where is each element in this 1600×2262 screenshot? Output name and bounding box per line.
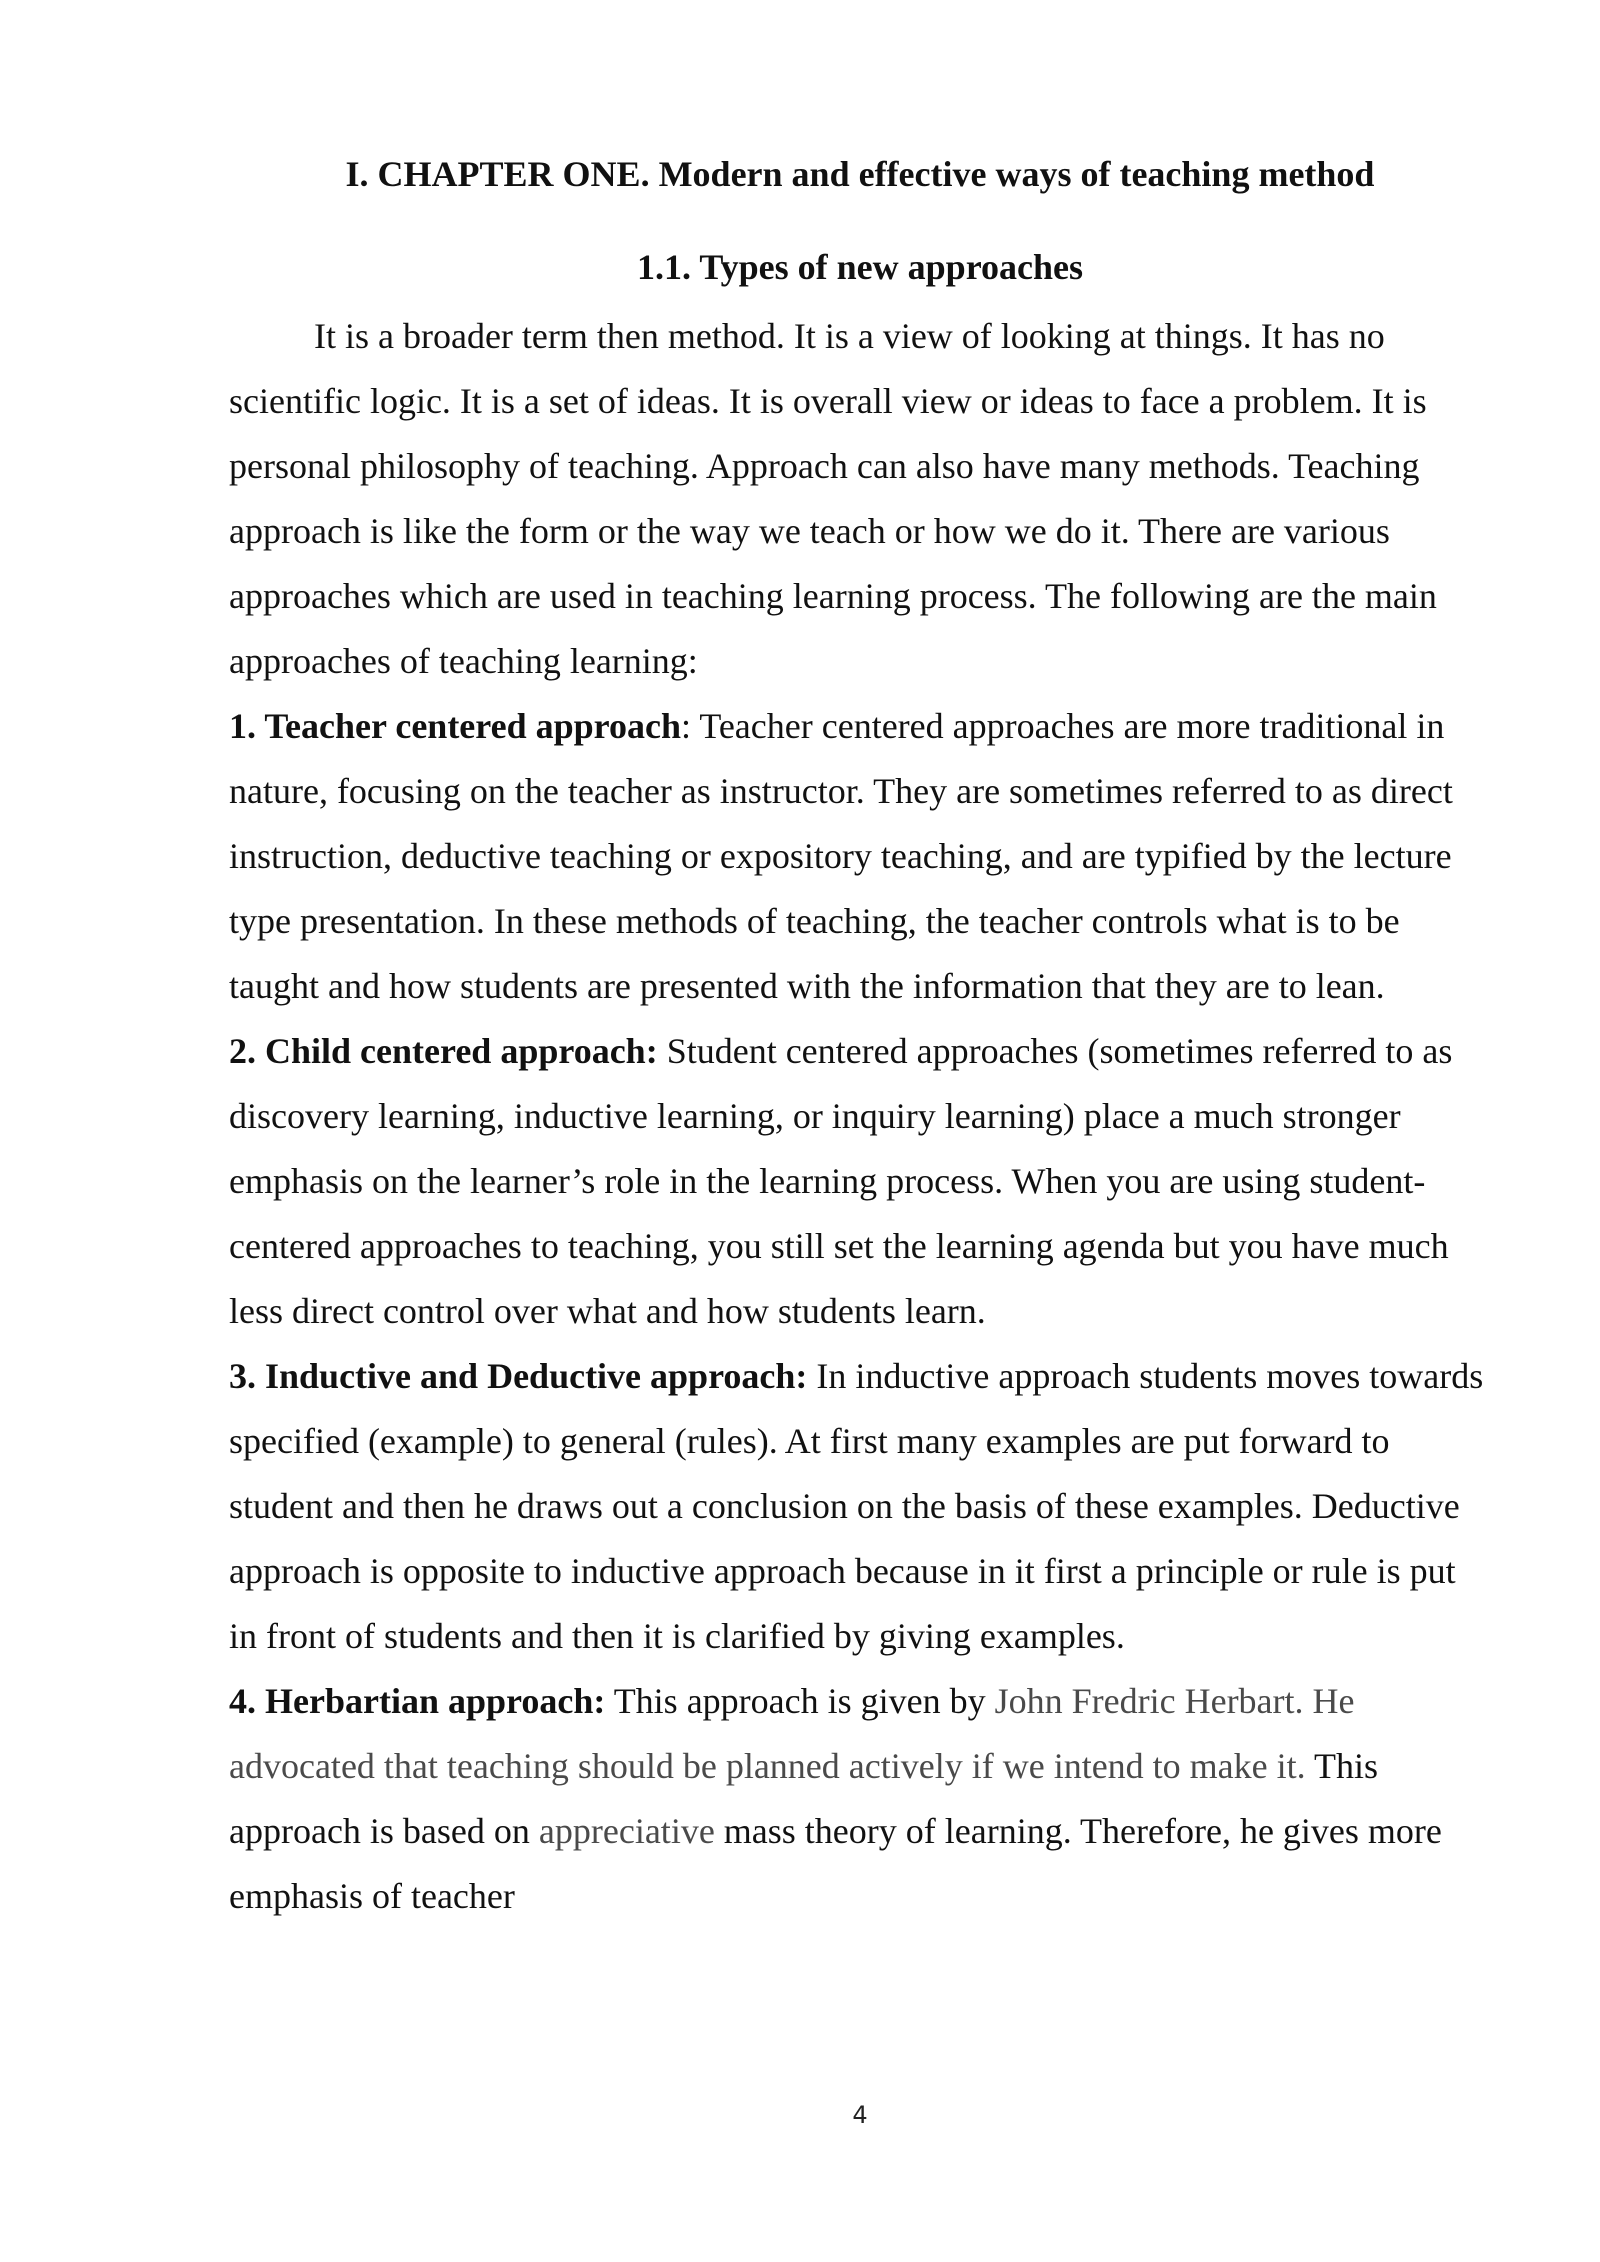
section-title: 1.1. Types of new approaches bbox=[636, 247, 1084, 287]
approach-paragraph-child-centered bbox=[229, 1019, 1491, 1344]
body-text bbox=[229, 304, 1491, 1929]
page-number: 4 bbox=[852, 2101, 868, 2129]
approach-paragraph-herbartian bbox=[229, 1669, 1491, 1929]
approach-label: 2. Child centered approach: bbox=[229, 1031, 658, 1071]
approach-text: This approach is based on bbox=[229, 1746, 1379, 1851]
approach-text: : Teacher centered approaches are more traditional in nature, focusing on the teacher as instructor. They are sometimes referred to as direct instruction, deductive teaching or expository teaching, and are typified by the lecture type presentation. In these methods of teaching, the teacher controls what is to be taught and how students are presented with the information that they are to lean. bbox=[229, 706, 1453, 1006]
chapter-title: I. CHAPTER ONE. Modern and effective ways of teaching method bbox=[345, 154, 1375, 194]
approach-text-muted: appreciative bbox=[538, 1811, 715, 1851]
approach-text-muted: John Fredric Herbart. He advocated that teaching should be planned actively if we intend to make it. bbox=[229, 1681, 1355, 1786]
approach-text: In inductive approach students moves towards specified (example) to general (rules). At first many examples are put forward to student and then he draws out a conclusion on the basis of these examples. Deductive approach is opposite to inductive approach because in it first a principle or rule is put in front of students and then it is clarified by giving examples. bbox=[229, 1356, 1484, 1656]
approach-label: 1. Teacher centered approach bbox=[229, 706, 681, 746]
approach-text: This approach is given by bbox=[605, 1681, 995, 1721]
approach-text: mass theory of learning. Therefore, he gives more emphasis of teacher bbox=[229, 1811, 1442, 1916]
approach-paragraph-teacher-centered bbox=[229, 694, 1491, 1019]
approach-text: Student centered approaches (sometimes referred to as discovery learning, inductive learning, or inquiry learning) place a much stronger emphasis on the learner’s role in the learning process. When you are using student- centered approaches to teaching, you still set the learning agenda but you have much less direct control over what and how students learn. bbox=[229, 1031, 1453, 1331]
approach-label: 4. Herbartian approach: bbox=[229, 1681, 606, 1721]
approach-label: 3. Inductive and Deductive approach: bbox=[229, 1356, 808, 1396]
intro-paragraph: It is a broader term then method. It is a view of looking at things. It has no scientific logic. It is a set of ideas. It is overall view or ideas to face a problem. It is personal philosophy of teaching. Approach can also have many methods. Teaching approach is like the form or the way we teach or how we do it. There are various approaches which are used in teaching learning process. The following are the main approaches of teaching learning: bbox=[229, 316, 1437, 681]
approach-paragraph-inductive-deductive bbox=[229, 1344, 1491, 1669]
